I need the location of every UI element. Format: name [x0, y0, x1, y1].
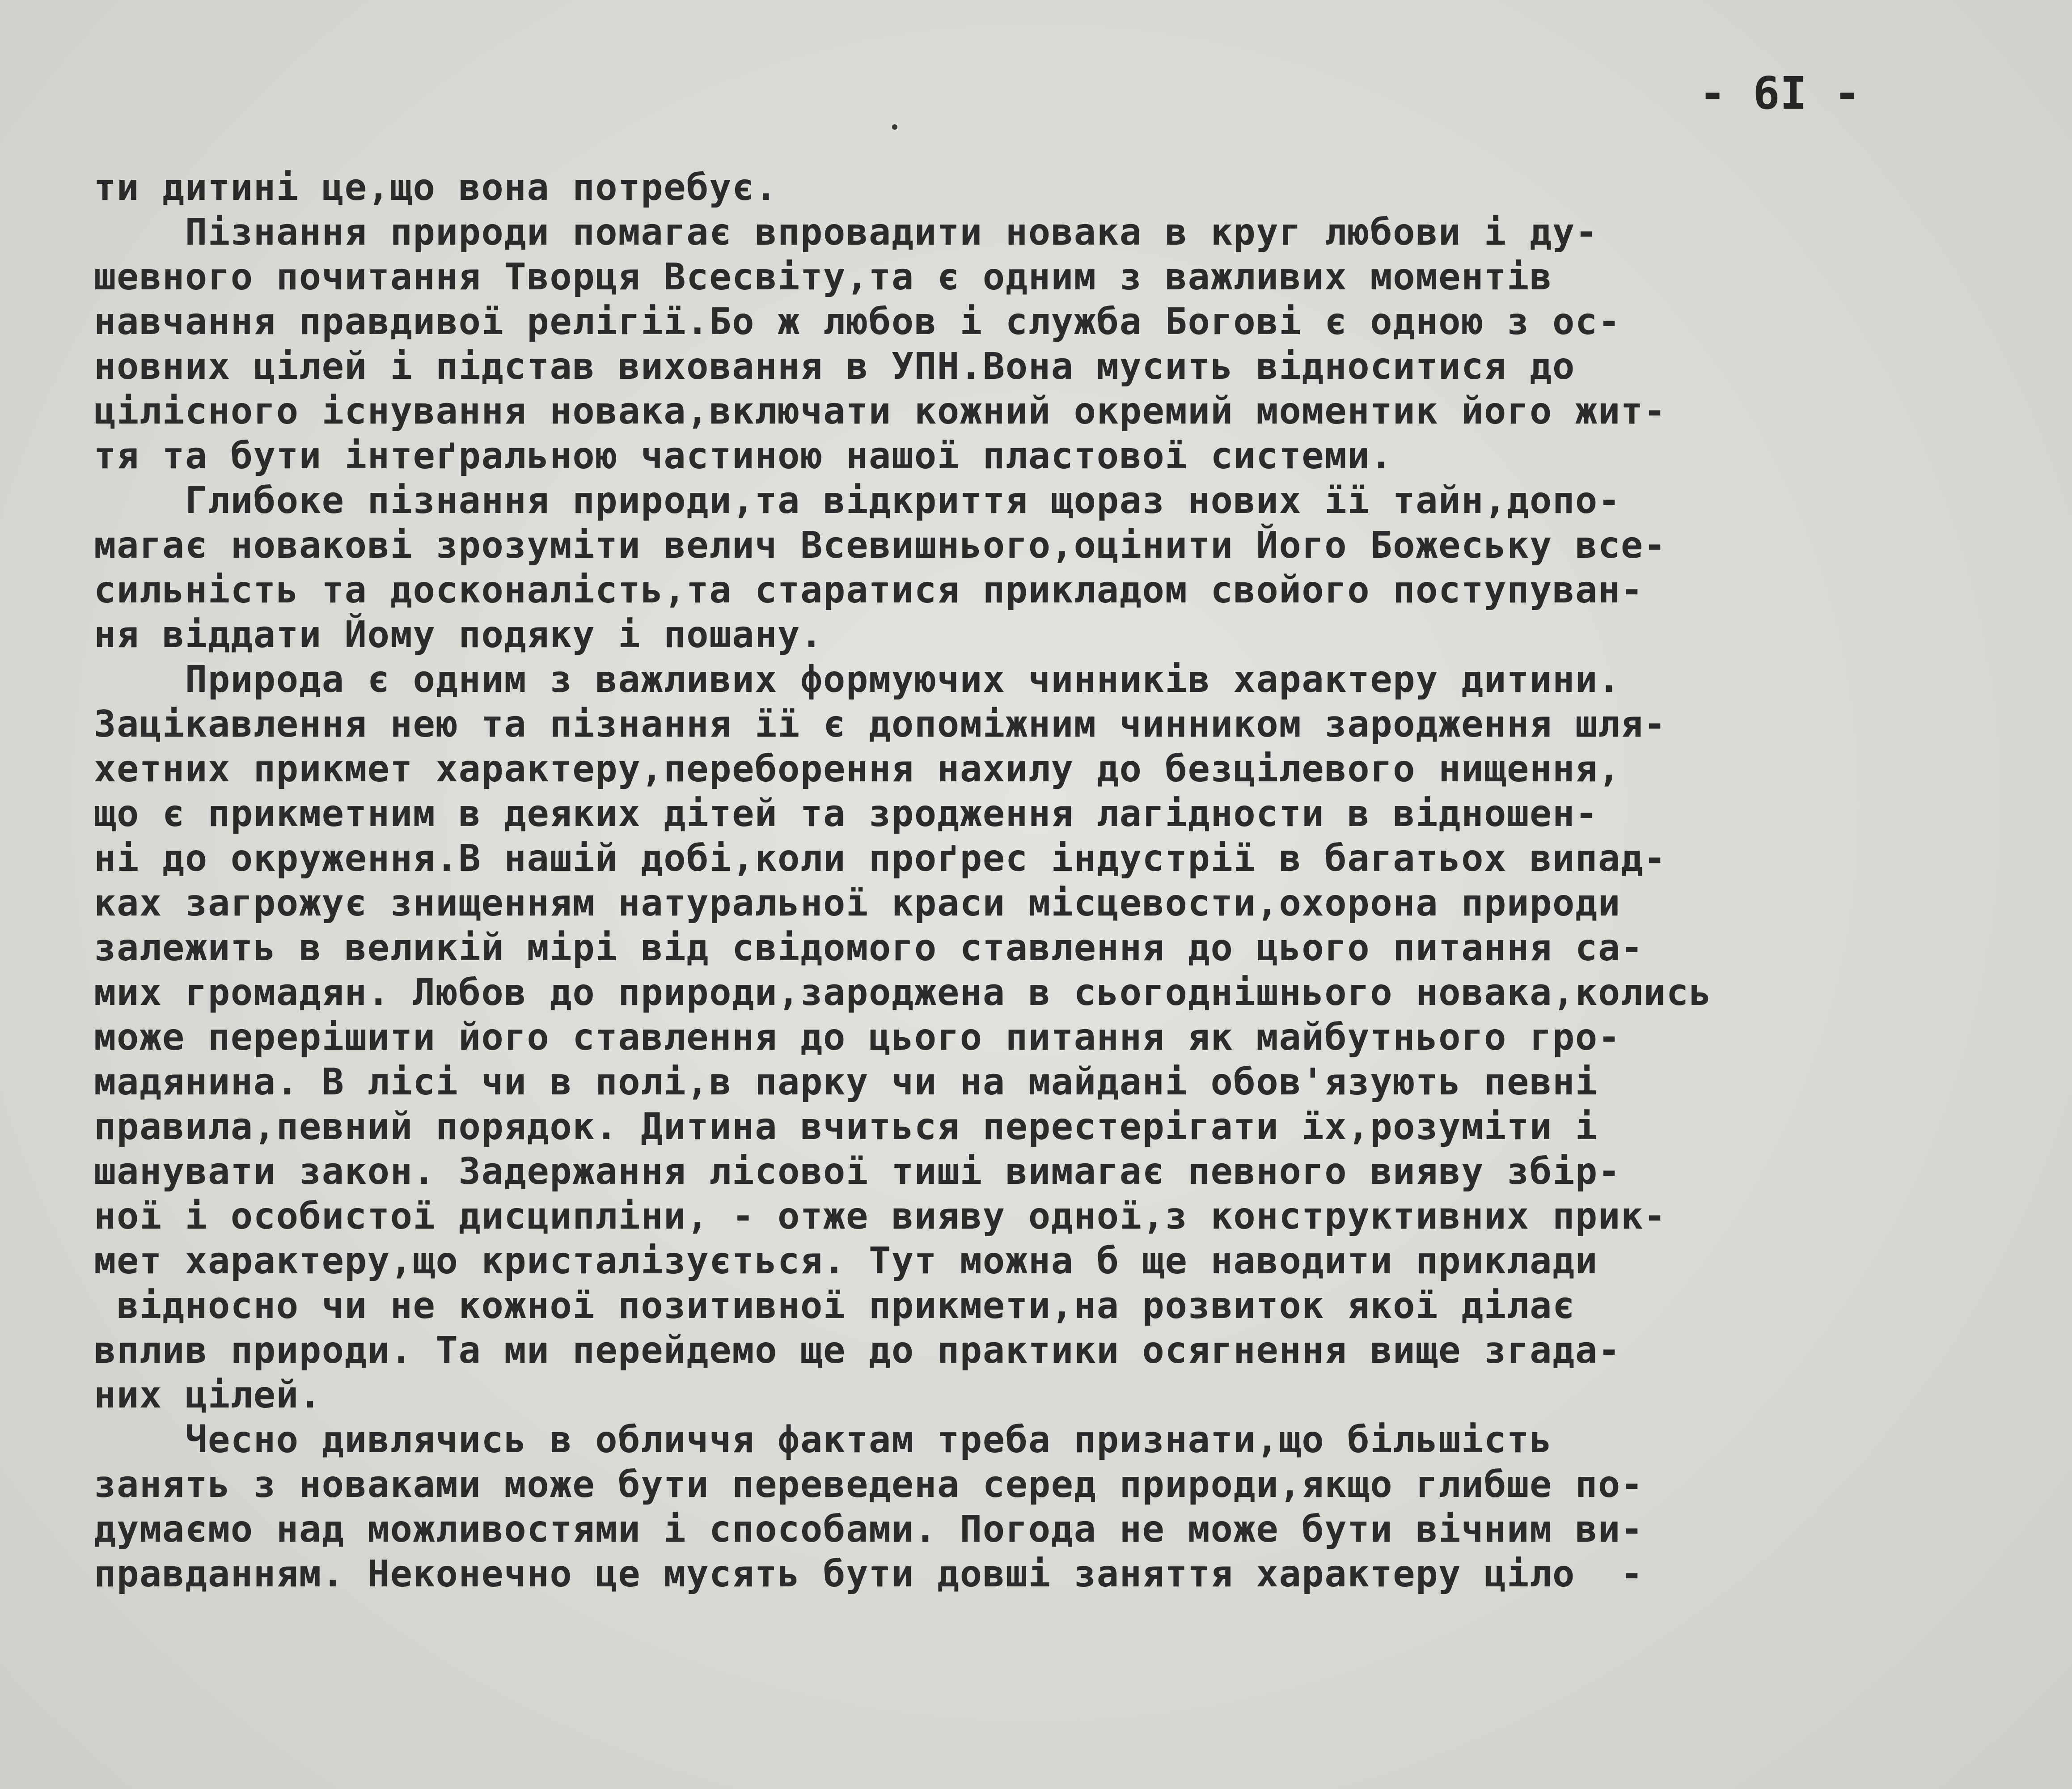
text-line: мих громадян. Любов до природи,зароджена в сьогоднішнього новака,колись — [94, 971, 1712, 1014]
text-line: ках загрожує знищенням натуральної краси місцевости,охорона природи — [94, 882, 1621, 924]
text-line: шанувати закон. Задержання лісової тиші вимагає певного вияву збір- — [94, 1150, 1621, 1193]
text-line: занять з новаками може бути переведена серед природи,якщо глибше по- — [94, 1463, 1644, 1506]
text-line: них цілей. — [94, 1374, 322, 1416]
ink-dot — [892, 124, 897, 130]
text-line: тя та бути інтеґральною частиною нашої пластової системи. — [94, 435, 1393, 477]
text-line: цілісного існування новака,включати кожний окремий моментик його жит- — [94, 390, 1666, 432]
text-line: новних цілей і підстав виховання в УПН.Вона мусить відноситися до — [94, 345, 1575, 388]
text-line: магає новакові зрозуміти велич Всевишнього,оцінити Його Божеську все- — [94, 524, 1666, 567]
text-line: ня віддати Йому подяку і пошану. — [94, 614, 823, 656]
text-line: ні до окруження.В нашій добі,коли проґрес індустрії в багатьох випад- — [94, 837, 1666, 880]
text-line: Природа є одним з важливих формуючих чинників характеру дитини. — [94, 658, 1621, 701]
text-line: мет характеру,що кристалізується. Тут можна б ще наводити приклади — [94, 1240, 1598, 1282]
text-line: шевного почитання Творця Всесвіту,та є одним з важливих моментів — [94, 256, 1552, 298]
text-line: ної і особистої дисципліни, - отже вияву одної,з конструктивних прик- — [94, 1195, 1666, 1238]
text-line: мадянина. В лісі чи в полі,в парку чи на майдані обов'язують певні — [94, 1061, 1598, 1103]
text-line: що є прикметним в деяких дітей та зродження лагідности в відношен- — [94, 793, 1598, 835]
text-line: сильність та досконалість,та старатися прикладом свойого поступуван- — [94, 569, 1644, 611]
text-line: хетних прикмет характеру,переборення нахилу до безцілевого нищення, — [94, 748, 1621, 790]
text-line: може перерішити його ставлення до цього питання як майбутнього гро- — [94, 1016, 1621, 1059]
text-line: вплив природи. Та ми перейдемо ще до практики осягнення вище згада- — [94, 1329, 1621, 1372]
page-number: - 6I - — [1699, 67, 1861, 119]
text-line: залежить в великій мірі від свідомого ставлення до цього питання са- — [94, 927, 1644, 969]
body-text — [94, 165, 2034, 1597]
text-line: правданням. Неконечно це мусять бути довші заняття характеру цілo - — [94, 1553, 1644, 1595]
text-line: Зацікавлення нею та пізнання її є допоміжним чинником зародження шля- — [94, 703, 1666, 746]
text-line: Пізнання природи помагає впровадити новака в круг любови і ду- — [94, 211, 1598, 254]
text-line: Чесно дивлячись в обличчя фактам треба признати,що більшість — [94, 1419, 1552, 1461]
text-line: Глибоке пізнання природи,та відкриття щораз нових її тайн,допо- — [94, 479, 1621, 522]
text-line: ти дитині це,що вона потребує. — [94, 166, 778, 209]
text-line: відносно чи не кожної позитивної прикмети,на розвиток якої ділає — [94, 1285, 1575, 1327]
text-line: думаємо над можливостями і способами. Погода не може бути вічним ви- — [94, 1508, 1644, 1551]
text-line: навчання правдивої релігії.Бо ж любов і служба Богові є одною з ос- — [94, 301, 1621, 343]
text-line: правила,певний порядок. Дитина вчиться перестерігати їх,розуміти і — [94, 1106, 1598, 1148]
